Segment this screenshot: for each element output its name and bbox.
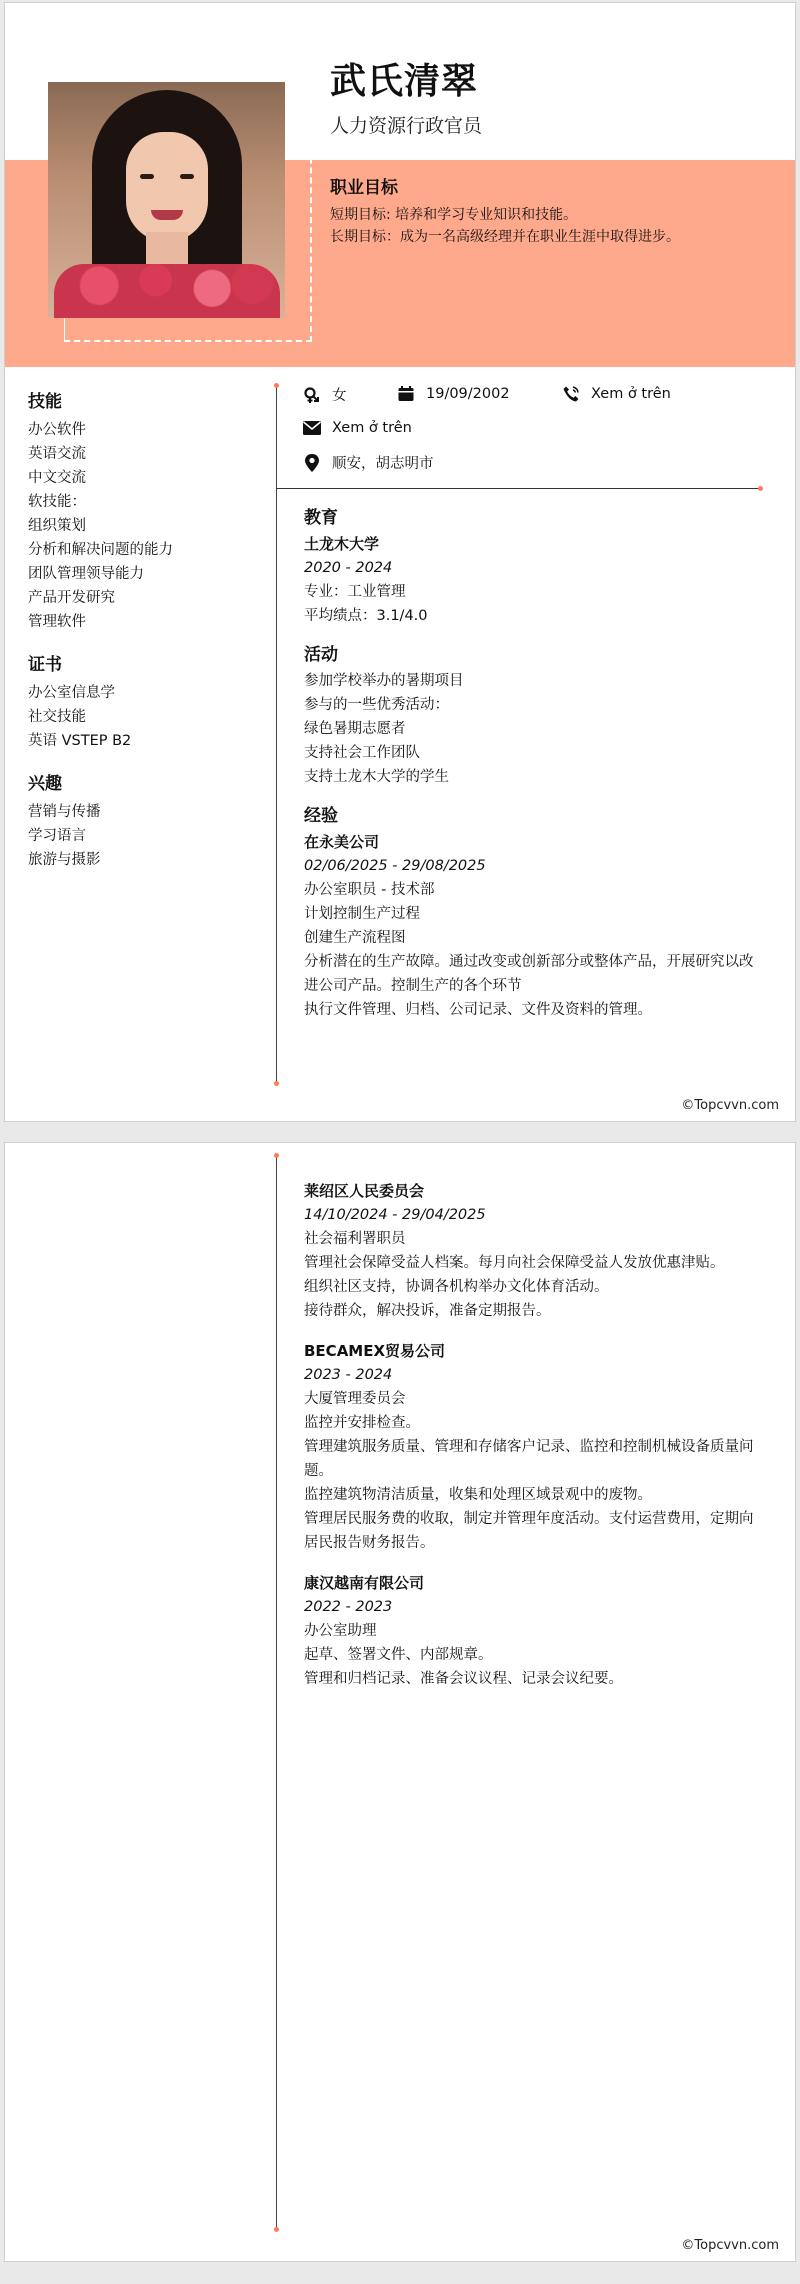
job-line: 起草、签署文件、内部规章。 xyxy=(304,1647,493,1663)
skill-item: 团队管理领导能力 xyxy=(28,566,144,582)
phone-icon xyxy=(561,384,581,404)
job-line: 分析潜在的生产故障。通过改变或创新部分或整体产品，开展研究以改进公司产品。控制生产的各个环节 xyxy=(304,954,754,994)
education-gpa: 平均绩点：3.1/4.0 xyxy=(304,608,428,624)
interest-item: 旅游与摄影 xyxy=(28,852,101,868)
activities-heading: 活动 xyxy=(304,645,338,665)
phone-value: Xem ở trên xyxy=(591,386,671,402)
timeline-line xyxy=(276,1155,277,2229)
certificate-item: 社交技能 xyxy=(28,709,86,725)
calendar-icon xyxy=(396,384,416,404)
certificate-item: 英语 VSTEP B2 xyxy=(28,733,132,749)
interests-heading: 兴趣 xyxy=(28,774,62,794)
job-line: 执行文件管理、归档、公司记录、文件及资料的管理。 xyxy=(304,1002,652,1018)
profile-photo xyxy=(48,82,285,318)
education-major: 专业：工业管理 xyxy=(304,584,406,600)
experience-section xyxy=(304,801,764,1022)
job-line: 管理建筑服务质量、管理和存储客户记录、监控和控制机械设备质量问题。 xyxy=(304,1439,754,1479)
email-value: Xem ở trên xyxy=(332,420,412,436)
certificate-item: 办公室信息学 xyxy=(28,685,115,701)
job-date: 2023 - 2024 xyxy=(304,1367,393,1383)
timeline-dot-top xyxy=(274,1153,279,1158)
skill-item: 英语交流 xyxy=(28,446,86,462)
job-line: 管理和归档记录、准备会议议程、记录会议纪要。 xyxy=(304,1671,623,1687)
skill-item: 产品开发研究 xyxy=(28,590,115,606)
skill-item: 分析和解决问题的能力 xyxy=(28,542,173,558)
address-value: 顺安，胡志明市 xyxy=(332,456,434,472)
job-line: 办公室助理 xyxy=(304,1623,377,1639)
job-line: 监控并安排检查。 xyxy=(304,1415,420,1431)
education-heading: 教育 xyxy=(304,508,338,528)
resume-page-1 xyxy=(4,2,796,1122)
interests-list xyxy=(28,800,268,872)
job-line: 计划控制生产过程 xyxy=(304,906,420,922)
education-section xyxy=(304,503,764,628)
interest-item: 学习语言 xyxy=(28,828,86,844)
job-line: 办公室职员 - 技术部 xyxy=(304,882,435,898)
left-column xyxy=(28,387,268,888)
job-line: 社会福利署职员 xyxy=(304,1231,406,1247)
activity-line: 支持社会工作团队 xyxy=(304,745,420,761)
skill-item: 组织策划 xyxy=(28,518,86,534)
job-line: 接待群众，解决投诉，准备定期报告。 xyxy=(304,1303,551,1319)
objective-long-term: 长期目标：成为一名高级经理并在职业生涯中取得进步。 xyxy=(330,229,680,245)
email-icon xyxy=(302,418,322,438)
location-pin-icon xyxy=(302,453,322,473)
skill-item: 中文交流 xyxy=(28,470,86,486)
experience-job xyxy=(304,1571,764,1691)
job-company: 在永美公司 xyxy=(304,833,380,851)
job-company: 康汉越南有限公司 xyxy=(304,1574,425,1592)
activities-section xyxy=(304,640,764,789)
experience-heading: 经验 xyxy=(304,806,338,826)
timeline-dot-top xyxy=(274,383,279,388)
job-date: 02/06/2025 - 29/08/2025 xyxy=(304,858,486,874)
contact-address xyxy=(302,452,434,473)
contact-birthdate xyxy=(396,384,510,404)
education-school: 土龙木大学 xyxy=(304,535,380,553)
skill-item: 管理软件 xyxy=(28,614,86,630)
timeline-line xyxy=(276,385,277,1083)
skill-item: 软技能： xyxy=(28,494,86,510)
job-line: 管理社会保障受益人档案。每月向社会保障受益人发放优惠津贴。 xyxy=(304,1255,725,1271)
birthdate-value: 19/09/2002 xyxy=(426,386,510,402)
job-line: 监控建筑物清洁质量，收集和处理区域景观中的废物。 xyxy=(304,1487,652,1503)
activity-line: 支持土龙木大学的学生 xyxy=(304,769,449,785)
activity-line: 参加学校举办的暑期项目 xyxy=(304,673,464,689)
activity-line: 绿色暑期志愿者 xyxy=(304,721,406,737)
divider-dot xyxy=(758,486,763,491)
resume-page-2 xyxy=(4,1142,796,2262)
job-line: 管理居民服务费的收取，制定并管理年度活动。支付运营费用，定期向居民报告财务报告。 xyxy=(304,1511,754,1551)
right-column-page-1 xyxy=(304,503,764,1034)
candidate-name: 武氏清翠 xyxy=(330,61,479,102)
footer-brand: ©Topcvvn.com xyxy=(681,2238,779,2253)
job-company: 莱绍区人民委员会 xyxy=(304,1182,425,1200)
experience-job xyxy=(304,1339,764,1555)
activity-line: 参与的一些优秀活动： xyxy=(304,697,449,713)
contact-gender xyxy=(302,384,347,405)
job-line: 组织社区支持，协调各机构举办文化体育活动。 xyxy=(304,1279,609,1295)
skill-item: 办公软件 xyxy=(28,422,86,438)
objective-short-term: 短期目标: 培养和学习专业知识和技能。 xyxy=(330,207,578,223)
certificates-list xyxy=(28,681,268,753)
footer-brand: ©Topcvvn.com xyxy=(681,1098,779,1113)
contact-divider xyxy=(276,488,760,489)
skills-list xyxy=(28,418,268,634)
experience-job xyxy=(304,1179,764,1323)
objective-heading: 职业目标 xyxy=(330,178,398,198)
job-line: 创建生产流程图 xyxy=(304,930,406,946)
interest-item: 营销与传播 xyxy=(28,804,101,820)
education-date: 2020 - 2024 xyxy=(304,560,393,576)
gender-icon xyxy=(302,385,322,405)
contact-phone xyxy=(561,384,671,404)
contact-email xyxy=(302,418,412,438)
job-line: 大厦管理委员会 xyxy=(304,1391,406,1407)
certificates-heading: 证书 xyxy=(28,655,62,675)
gender-value: 女 xyxy=(332,388,347,404)
job-date: 14/10/2024 - 29/04/2025 xyxy=(304,1207,486,1223)
career-objective xyxy=(330,173,770,248)
timeline-dot-bottom xyxy=(274,1081,279,1086)
right-column-page-2 xyxy=(304,1179,764,1703)
job-company: BECAMEX贸易公司 xyxy=(304,1342,446,1360)
job-date: 2022 - 2023 xyxy=(304,1599,393,1615)
job-title: 人力资源行政官员 xyxy=(330,115,483,137)
skills-heading: 技能 xyxy=(28,392,62,412)
timeline-dot-bottom xyxy=(274,2227,279,2232)
